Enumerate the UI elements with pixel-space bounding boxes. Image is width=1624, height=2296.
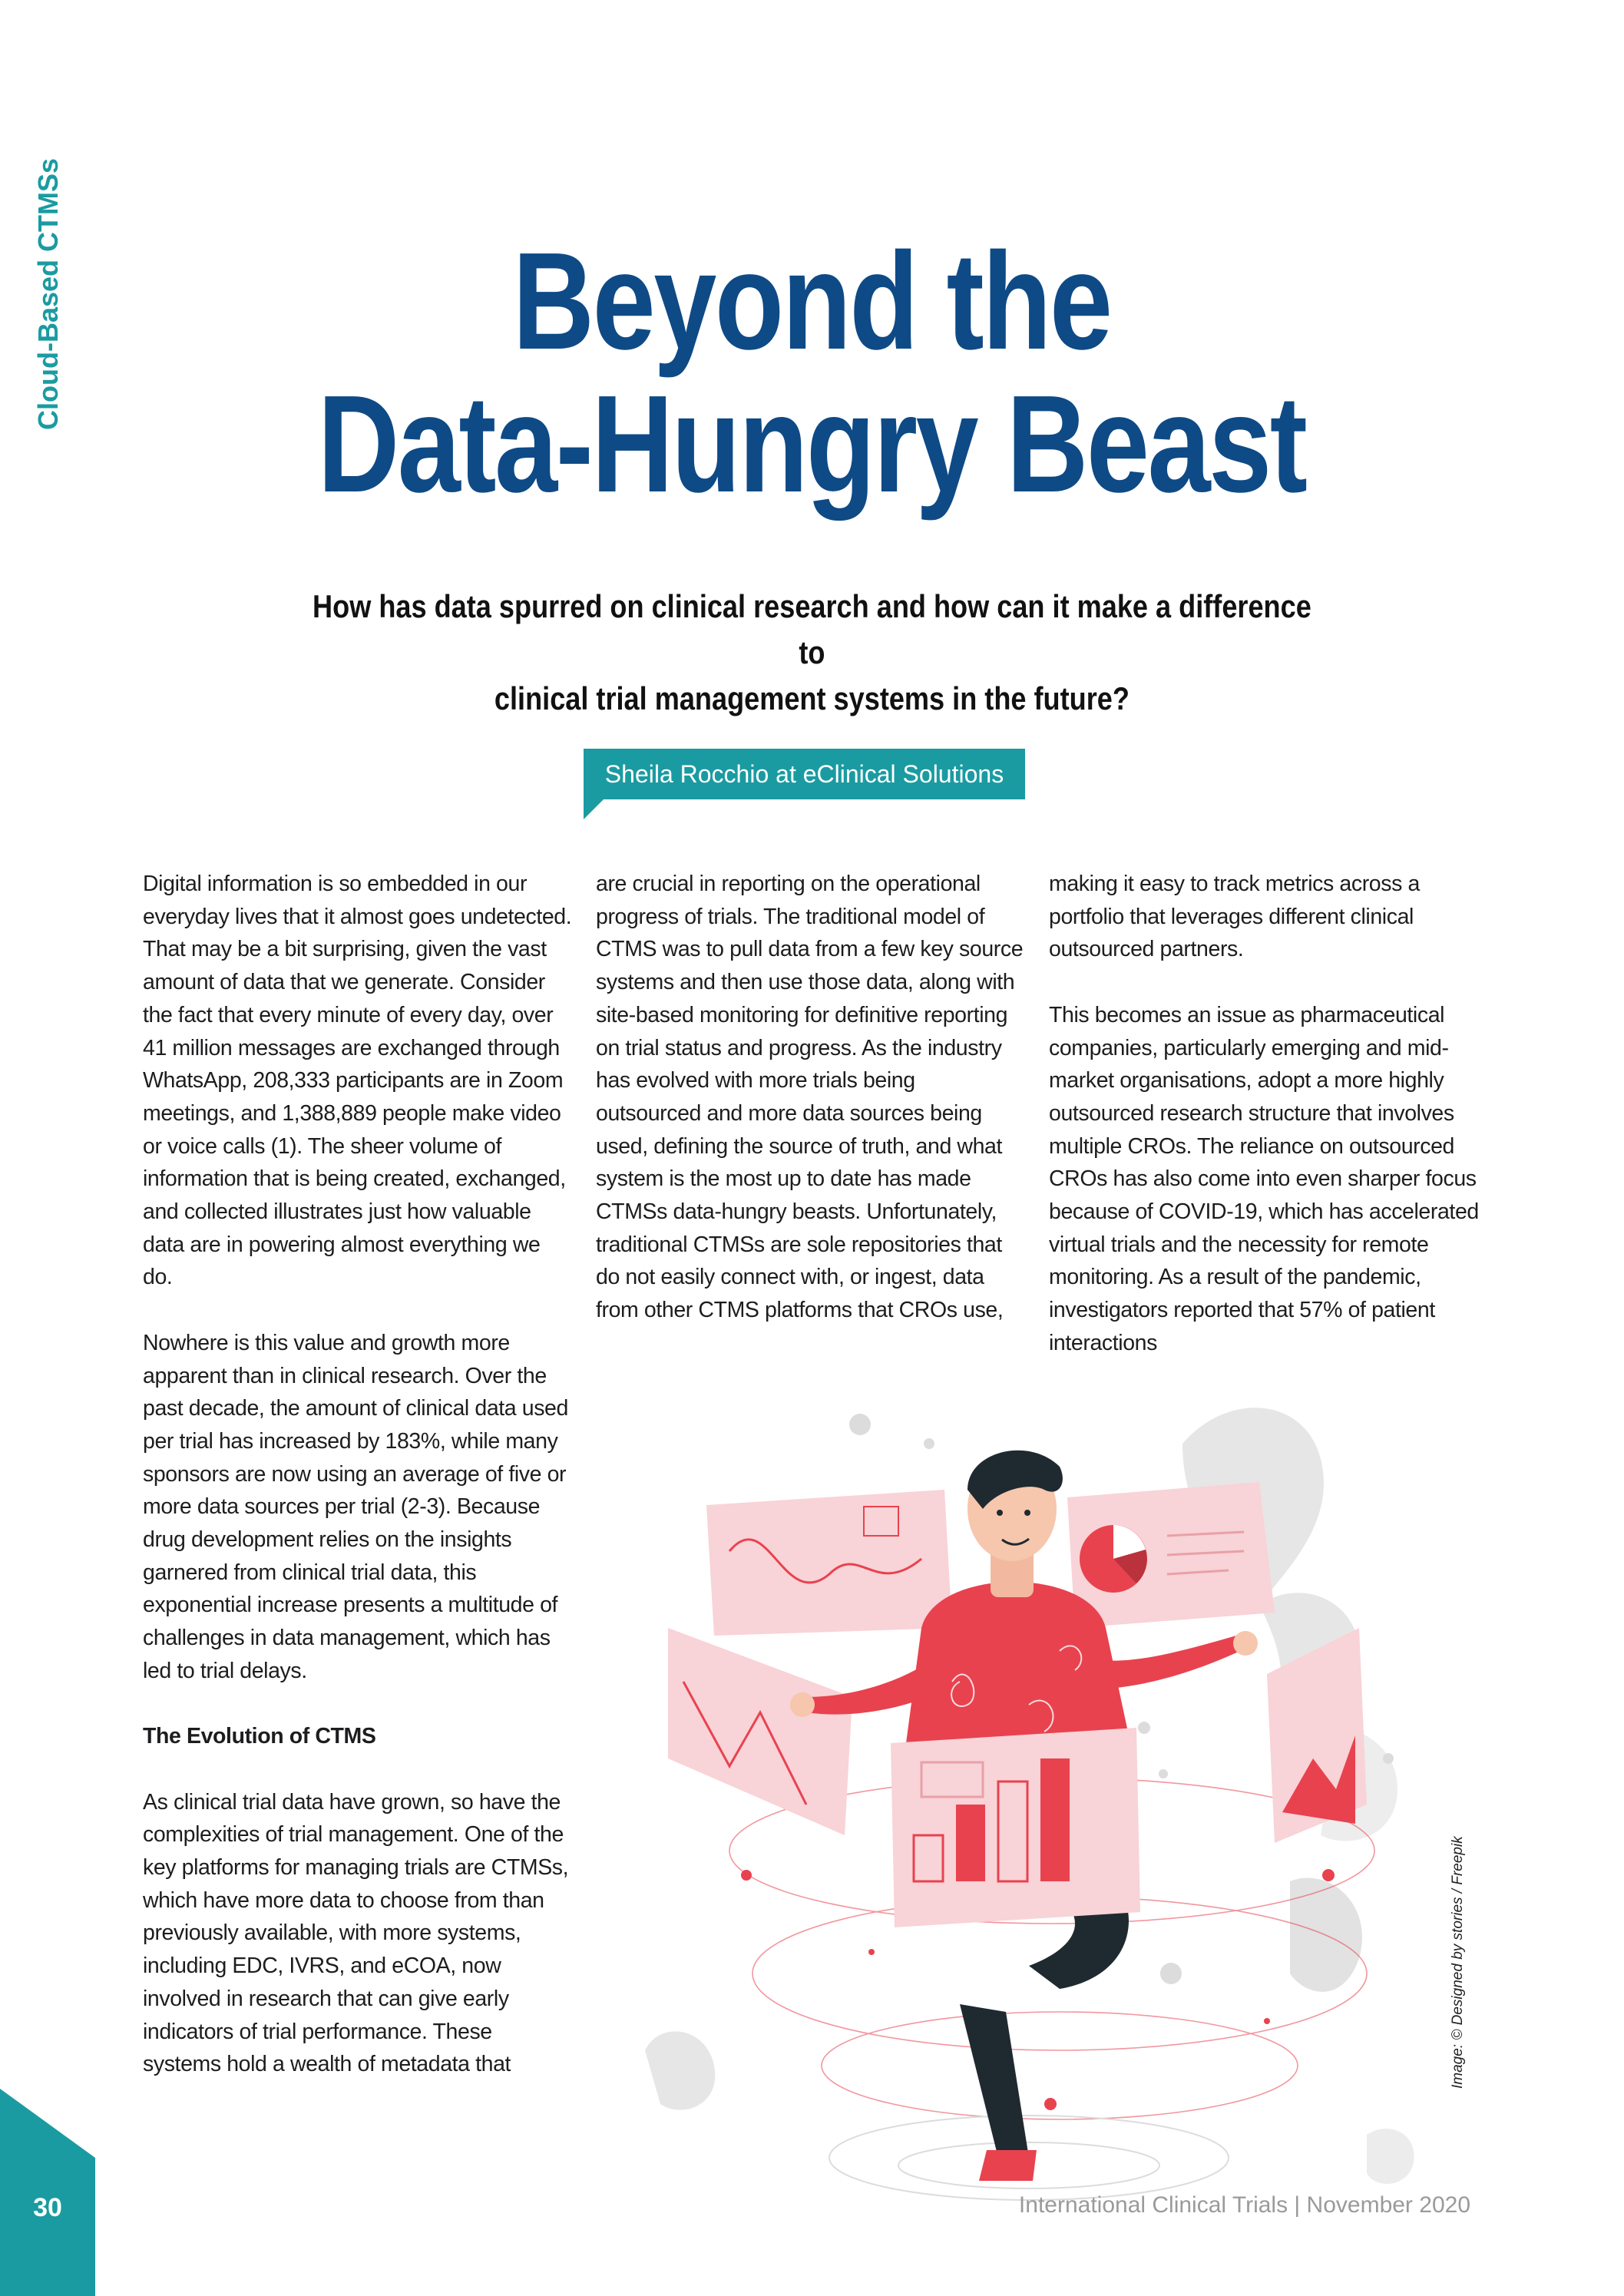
title-line-1: Beyond the [512,224,1111,379]
article-column-2 [596,868,1026,1327]
chart-panel-left [668,1628,852,1835]
paragraph: Digital information is so embedded in our everyday lives that it almost goes undetected. That may be a bit surprising, given the vast amount of data that we generate. Consider the fact that every minute of every day, over 41 million messages are exchanged through WhatsApp, 208,333 participants are in Zoom meetings, and 1,388,889 people make video or voice calls (1). The sheer volume of information that is being created, exchanged, and collected illustrates just how valuable data are in powering almost everything we do. [143,872,572,1290]
title-line-2: Data-Hungry Beast [317,367,1306,521]
standfirst-line-2: clinical trial management systems in the future? [494,680,1130,716]
page-number: 30 [33,2193,62,2222]
footer-publication: International Clinical Trials | November 2020 [1018,2192,1470,2218]
chart-panel-line [706,1490,952,1636]
paragraph: making it easy to track metrics across a portfolio that leverages different clinical outsourced partners. [1049,872,1420,962]
standfirst-line-1: How has data spurred on clinical research and how can it make a difference to [313,588,1311,670]
data-analyst-illustration [599,1375,1505,2219]
article-column-3 [1049,868,1487,1360]
section-label: Cloud-Based CTMSs [32,157,64,430]
standfirst [312,584,1312,722]
paragraph: As clinical trial data have grown, so have the complexities of trial management. One of the key platforms for managing trials are CTMSs, which have more data to choose from than previously available, with more systems, including EDC, IVRS, and eCOA, now involved in research that can give early indicators of trial performance. These systems hold a wealth of metadata that [143,1789,569,2077]
paragraph: This becomes an issue as pharmaceutical companies, particularly emerging and mid-market organisations, adopt a more highly outsourced research structure that involves multiple CROs. The reliance on outsourced CROs has also come into even sharper focus because of COVID-19, which has accelerated virtual trials and the necessity for remote monitoring. As a result of the pandemic, investigators reported that 57% of patient interactions [1049,1002,1479,1355]
paragraph: Nowhere is this value and growth more apparent than in clinical research. Over the past decade, the amount of clinical data used per trial has increased by 183%, while many sponsors are now using an average of five or more data sources per trial (2-3). Because drug development relies on the insights garnered from clinical trial data, this exponential increase presents a multitude of challenges in data management, which has led to trial delays. [143,1330,568,1683]
article-column-1 [143,868,573,2081]
byline: Sheila Rocchio at eClinical Solutions [584,749,1025,799]
image-credit: Image: © Designed by stories / Freepik [1450,1836,1466,2089]
byline-notch [584,799,604,819]
article-title [146,224,1477,521]
section-heading: The Evolution of CTMS [143,1724,376,1749]
paragraph: are crucial in reporting on the operational progress of trials. The traditional model of CTMS was to pull data from a few key source systems and then use those data, along with site-based monitoring for definitive reporting on trial status and progress. As the industry has evolved with more trials being outsourced and more data sources being used, defining the source of truth, and what system is the most up to date has made CTMSs data-hungry beasts. Unfortunately, traditional CTMSs are sole repositories that do not easily connect with, or ingest, data from other CTMS platforms that CROs use, [596,872,1024,1323]
chart-panel-pie [1067,1482,1275,1628]
chart-panel-bars [891,1728,1140,1927]
